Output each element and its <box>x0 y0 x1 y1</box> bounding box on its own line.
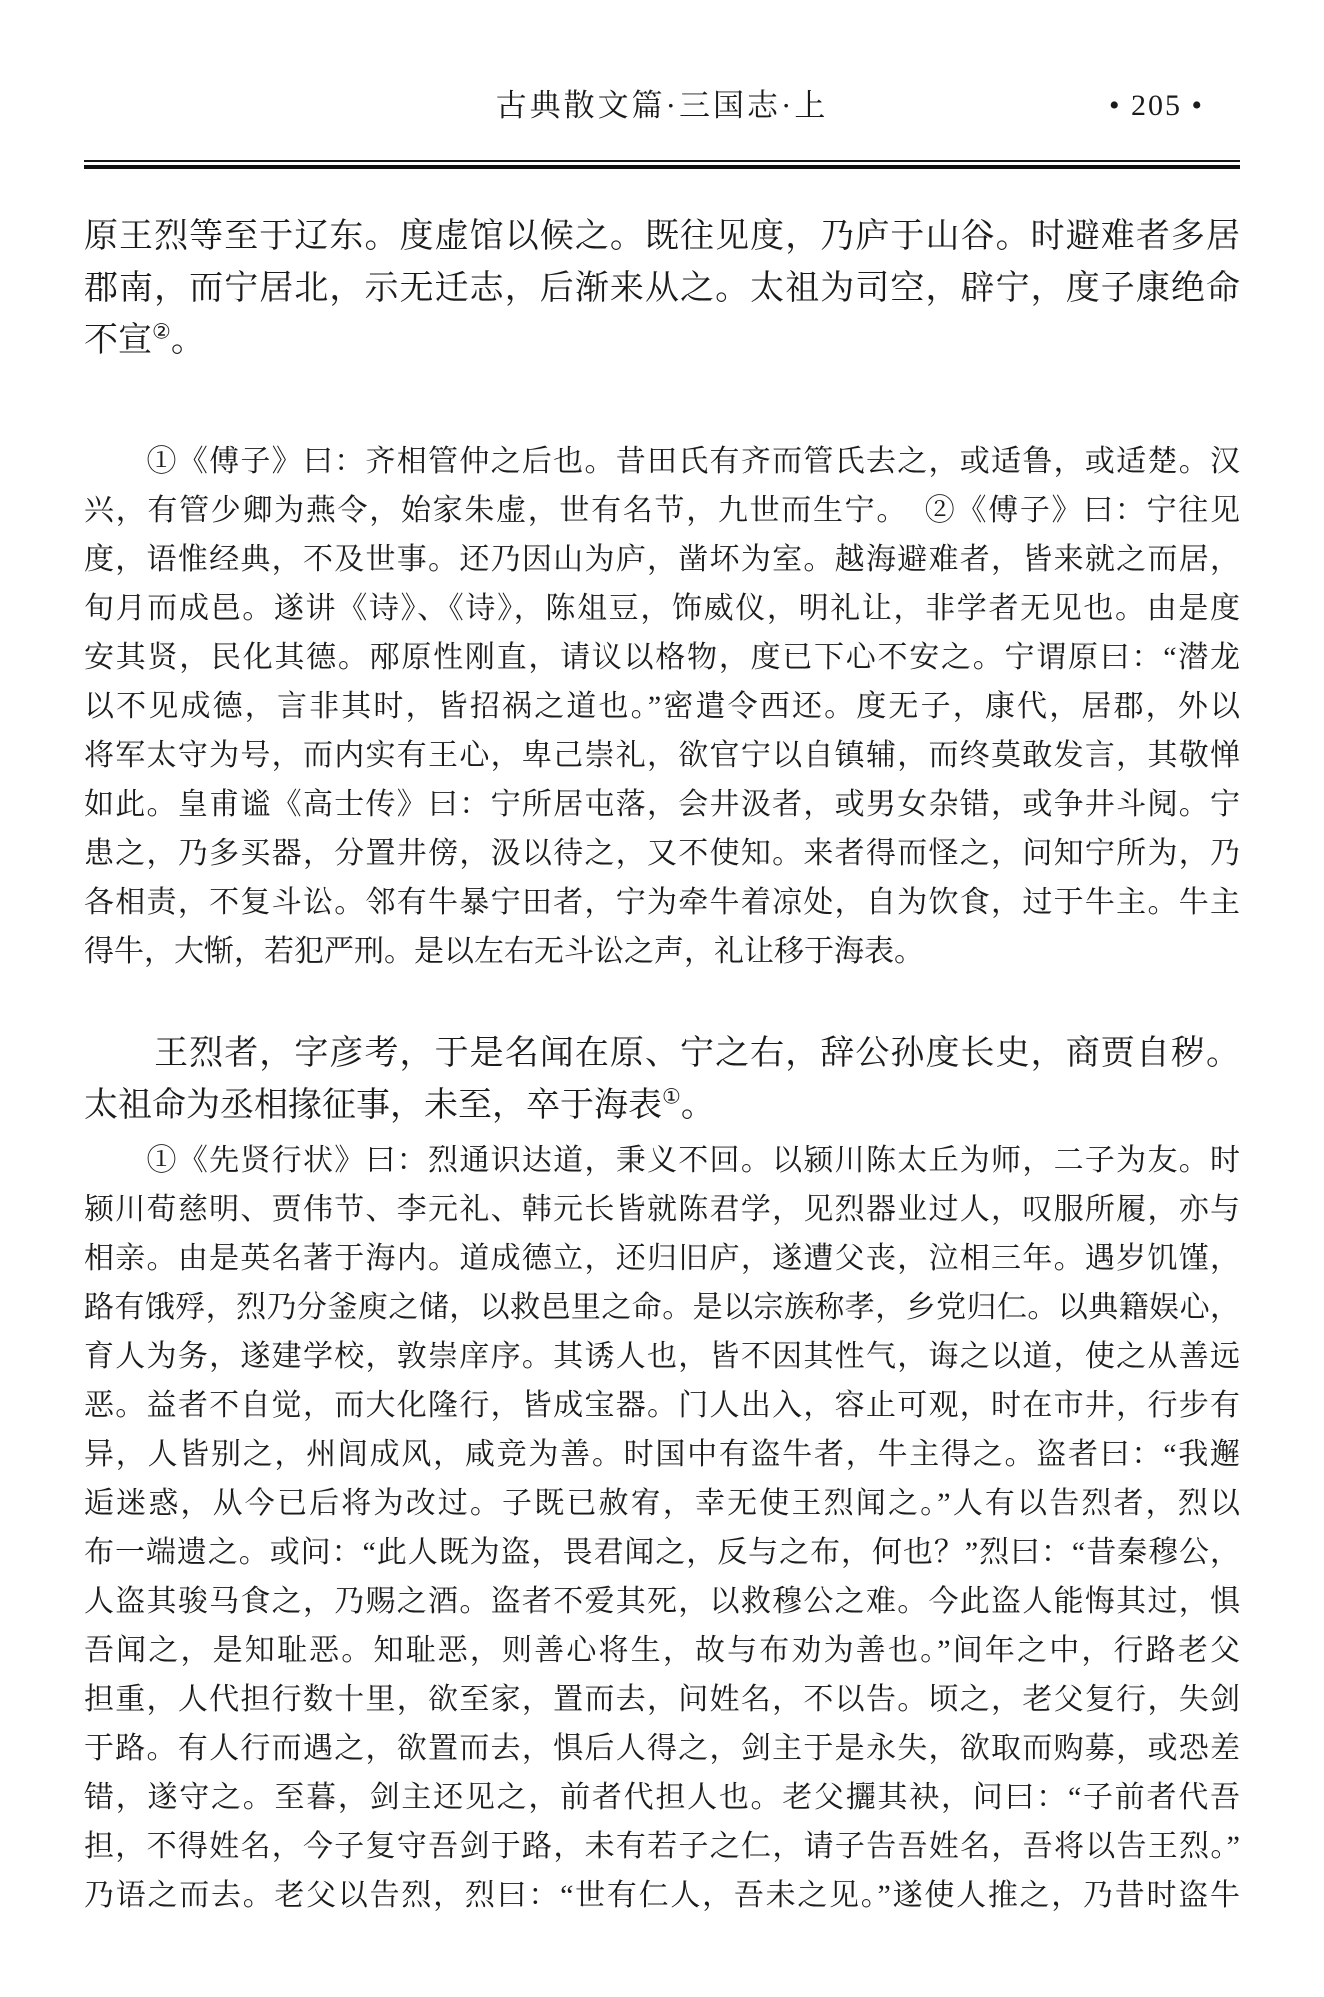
annotation-block-1 <box>84 437 1240 976</box>
text-line: 吾闻之，是知耻恶。知耻恶，则善心将生，故与布劝为善也。”间年之中，行路老父 <box>84 1634 1240 1667</box>
page-header <box>84 0 1240 126</box>
text-line: 恶。益者不自觉，而大化隆行，皆成宝器。门人出入，容止可观，时在市井，行步有 <box>84 1389 1240 1422</box>
text-line <box>84 1080 1240 1132</box>
paragraph-main-2 <box>84 1028 1240 1132</box>
text-line: 错，遂守之。至暮，剑主还见之，前者代担人也。老父攦其袂，问曰：“子前者代吾 <box>84 1781 1240 1814</box>
text-line: 旬月而成邑。遂讲《诗》、《诗》，陈俎豆，饰威仪，明礼让，非学者无见也。由是度 <box>84 592 1240 625</box>
text-line: 安其贤，民化其德。邴原性刚直，请议以格物，度已下心不安之。宁谓原曰：“潜龙 <box>84 641 1240 674</box>
text-line <box>84 315 1240 367</box>
footnote-marker-2: ② <box>152 319 171 344</box>
text-line: 颍川荀慈明、贾伟节、李元礼、韩元长皆就陈君学，见烈器业过人，叹服所履，亦与 <box>84 1193 1240 1226</box>
text-line: 郡南，而宁居北，示无迁志，后渐来从之。太祖为司空，辟宁，度子康绝命 <box>84 270 1240 307</box>
header-rule-thick-line <box>84 165 1240 169</box>
paragraph-main-1 <box>84 211 1240 367</box>
text-line: 布一端遗之。或问：“此人既为盗，畏君闻之，反与之布，何也？”烈曰：“昔秦穆公， <box>84 1536 1240 1569</box>
text-line: 兴，有管少卿为燕令，始家朱虚，世有名节，九世而生宁。 ②《傅子》曰：宁往见 <box>84 494 1240 527</box>
text-line: 育人为务，遂建学校，敦崇庠序。其诱人也，皆不因其性气，诲之以道，使之从善远 <box>84 1340 1240 1373</box>
footnote-marker-1: ① <box>662 1084 681 1109</box>
text-run: 。 <box>170 322 205 359</box>
text-line: ①《先贤行状》曰：烈通识达道，秉义不回。以颍川陈太丘为师，二子为友。时 <box>84 1144 1240 1177</box>
text-line: ①《傅子》曰：齐相管仲之后也。昔田氏有齐而管氏去之，或适鲁，或适楚。汉 <box>84 445 1240 478</box>
page-number: • 205 • <box>1108 89 1204 122</box>
text-line: 于路。有人行而遇之，欲置而去，惧后人得之，剑主于是永失，欲取而购募，或恐差 <box>84 1732 1240 1765</box>
text-run: 不宣 <box>84 322 152 359</box>
text-line: 各相责，不复斗讼。邻有牛暴宁田者，宁为牵牛着凉处，自为饮食，过于牛主。牛主 <box>84 886 1240 919</box>
text-line: 将军太守为号，而内实有王心，卑己崇礼，欲官宁以自镇辅，而终莫敢发言，其敬惮 <box>84 739 1240 772</box>
text-line: 担重，人代担行数十里，欲至家，置而去，问姓名，不以告。顷之，老父复行，失剑 <box>84 1683 1240 1716</box>
text-line: 如此。皇甫谧《高士传》曰：宁所居屯落，会井汲者，或男女杂错，或争井斗阋。宁 <box>84 788 1240 821</box>
text-run: 太祖命为丞相掾征事，未至，卒于海表 <box>84 1087 662 1124</box>
text-line: 担，不得姓名，今子复守吾剑于路，未有若子之仁，请子告吾姓名，吾将以告王烈。” <box>84 1830 1240 1863</box>
header-rule <box>84 160 1240 169</box>
text-line: 度，语惟经典，不及世事。还乃因山为庐，凿坏为室。越海避难者，皆来就之而居， <box>84 543 1240 576</box>
text-line: 乃语之而去。老父以告烈，烈曰：“世有仁人，吾未之见。”遂使人推之，乃昔时盗牛 <box>84 1879 1240 1912</box>
text-line: 逅迷惑，从今已后将为改过。子既已赦宥，幸无使王烈闻之。”人有以告烈者，烈以 <box>84 1487 1240 1520</box>
annotation-block-2 <box>84 1136 1240 1920</box>
page-title: 古典散文篇·三国志·上 <box>495 88 829 123</box>
text-line: 王烈者，字彦考，于是名闻在原、宁之右，辞公孙度长史，商贾自秽。 <box>84 1035 1240 1072</box>
text-line: 路有饿殍，烈乃分釜庾之储，以救邑里之命。是以宗族称孝，乡党归仁。以典籍娱心， <box>84 1291 1240 1324</box>
text-line: 以不见成德，言非其时，皆招祸之道也。”密遣令西还。度无子，康代，居郡，外以 <box>84 690 1240 723</box>
text-line: 原王烈等至于辽东。度虚馆以候之。既往见度，乃庐于山谷。时避难者多居 <box>84 218 1240 255</box>
text-line: 患之，乃多买器，分置井傍，汲以待之，又不使知。来者得而怪之，问知宁所为，乃 <box>84 837 1240 870</box>
text-line: 人盗其骏马食之，乃赐之酒。盗者不爱其死，以救穆公之难。今此盗人能悔其过，惧 <box>84 1585 1240 1618</box>
text-line: 异，人皆别之，州闾成风，咸竞为善。时国中有盗牛者，牛主得之。盗者曰：“我邂 <box>84 1438 1240 1471</box>
text-run: 。 <box>680 1087 715 1124</box>
text-line: 相亲。由是英名著于海内。道成德立，还归旧庐，遂遭父丧，泣相三年。遇岁饥馑， <box>84 1242 1240 1275</box>
text-line: 得牛，大惭，若犯严刑。是以左右无斗讼之声，礼让移于海表。 <box>84 935 924 968</box>
